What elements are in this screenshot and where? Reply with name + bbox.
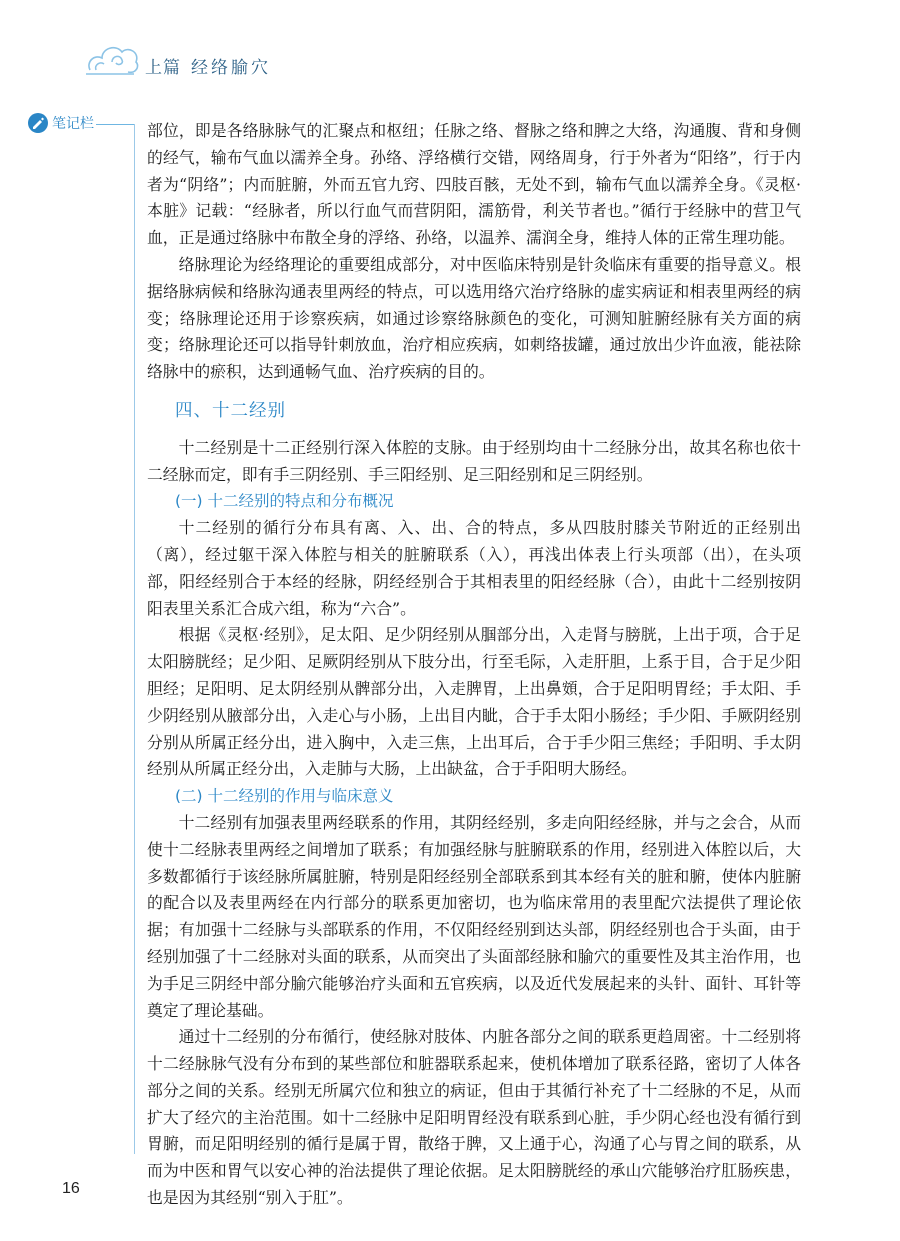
- paragraph: 十二经别是十二正经别行深入体腔的支脉。由于经别均由十二经脉分出，故其名称也依十二经脉而定，即有手三阴经别、手三阳经别、足三阳经别和足三阴经别。: [147, 437, 801, 484]
- paragraph: 通过十二经别的分布循行，使经脉对肢体、内脏各部分之间的联系更趋周密。十二经别将十二经脉脉气没有分布到的某些部位和脏器联系起来，使机体增加了联系径路，密切了人体各部分之间的关系。经别无所属穴位和独立的病证，但由于其循行补充了十二经脉的不足，从而扩大了经穴的主治范围。如十二经脉中足阳明胃经没有联系到心脏，手少阴心经也没有循行到胃腑，而足阳明经别的循行是属于胃，散络于脾，又上通于心，沟通了心与胃之间的联系，从而为中医和胃气以安心神的治法提供了理论依据。足太阳膀胱经的承山穴能够治疗肛肠疾患，也是因为其经别“别入于肛”。: [147, 1027, 801, 1208]
- section-heading: 四、十二经别: [175, 400, 286, 421]
- page-number: 16: [62, 1180, 80, 1197]
- page-header: [0, 0, 900, 110]
- notes-label: 笔记栏: [52, 116, 94, 132]
- paragraph: 十二经别的循行分布具有离、入、出、合的特点，多从四肢肘膝关节附近的正经别出（离），经过躯干深入体腔与相关的脏腑联系（入），再浅出体表上行头项部（出），在头项部，阳经经别合于本经的经脉，阴经经别合于其相表里的阳经经脉（合），由此十二经别按阴阳表里关系汇合成六组，称为“六合”。: [147, 518, 801, 618]
- paragraph: 络脉理论为经络理论的重要组成部分，对中医临床特别是针灸临床有重要的指导意义。根据络脉病候和络脉沟通表里两经的特点，可以选用络穴治疗络脉的虚实病证和相表里两经的病变；络脉理论还用于诊察疾病，如通过诊察络脉颜色的变化，可测知脏腑经脉有关方面的病变；络脉理论还可以指导针刺放血，治疗相应疾病，如刺络拔罐，通过放出少许血液，能祛除络脉中的瘀积，达到通畅气血、治疗疾病的目的。: [147, 254, 801, 382]
- notes-pencil-icon: [27, 112, 49, 134]
- header-part-label: 上篇: [145, 58, 181, 78]
- margin-rule: [134, 124, 135, 1154]
- notes-divider: [96, 124, 134, 125]
- header-chapter-title: 经络腧穴: [191, 58, 271, 78]
- subsection-heading: (一) 十二经别的特点和分布概况: [175, 492, 394, 511]
- notes-tab: [27, 112, 94, 134]
- body-text: [147, 118, 801, 1212]
- paragraph: 根据《灵枢·经别》，足太阳、足少阴经别从腘部分出，入走肾与膀胱，上出于项，合于足太阳膀胱经；足少阳、足厥阴经别从下肢分出，行至毛际，入走肝胆，上系于目，合于足少阳胆经；足阳明、足太阴经别从髀部分出，入走脾胃，上出鼻頞，合于足阳明胃经；手太阳、手少阴经别从腋部分出，入走心与小肠，上出目内眦，合于手太阳小肠经；手少阳、手厥阴经别分别从所属正经分出，进入胸中，入走三焦，上出耳后，合于手少阳三焦经；手阳明、手太阴经别从所属正经分出，入走肺与大肠，上出缺盆，合于手阳明大肠经。: [147, 625, 801, 779]
- cloud-ornament-icon: [84, 40, 142, 80]
- subsection-heading: (二) 十二经别的作用与临床意义: [175, 787, 394, 806]
- paragraph: 部位，即是各络脉脉气的汇聚点和枢纽；任脉之络、督脉之络和脾之大络，沟通腹、背和身侧的经气，输布气血以濡养全身。孙络、浮络横行交错，网络周身，行于外者为“阳络”，行于内者为“阴络”；内而脏腑，外而五官九窍、四肢百骸，无处不到，输布气血以濡养全身。《灵枢·本脏》记载：“经脉者，所以行血气而营阴阳，濡筋骨，利关节者也。”循行于经脉中的营卫气血，正是通过络脉中布散全身的浮络、孙络，以温养、濡润全身，维持人体的正常生理功能。: [147, 121, 801, 248]
- paragraph: 十二经别有加强表里两经联系的作用，其阴经经别，多走向阳经经脉，并与之会合，从而使十二经脉表里两经之间增加了联系；有加强经脉与脏腑联系的作用，经别进入体腔以后，大多数都循行于该经脉所属脏腑，特别是阳经经别全部联系到其本经有关的脏和腑，使体内脏腑的配合以及表里两经在内行部分的联系更加密切，也为临床常用的表里配穴法提供了理论依据；有加强十二经脉与头部联系的作用，不仅阳经经别到达头部，阴经经别也合于头面，由于经别加强了十二经脉对头面的联系，从而突出了头面部经脉和腧穴的重要性及其主治作用，也为手足三阴经中部分腧穴能够治疗头面和五官疾病，以及近代发展起来的头针、面针、耳针等奠定了理论基础。: [147, 812, 801, 1020]
